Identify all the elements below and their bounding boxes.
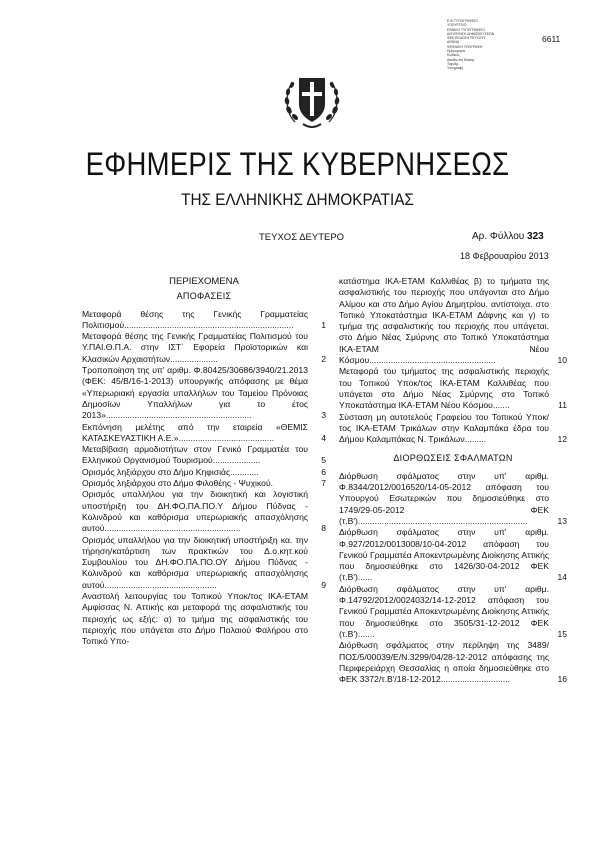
contents-entry [82,444,326,467]
entry-page-number: 10 [557,355,567,366]
gazette-title: ΕΦΗΜΕΡΙΣ ΤΗΣ ΚΥΒΕΡΝΗΣΕΩΣ [85,146,510,182]
stamp-line: ΕΘΝΙΚΟ ΤΥΠΟΓΡΑΦΕΙΟ [447,27,485,32]
entry-text: Τροποποίηση της υπ' αριθμ. Φ.80425/30686/3940/21.2013 (ΦΕΚ: 45/Β/16-1-2013) υπουργικής απόφασης με θέμα «Υπερωριακή εργασία υπαλλήλων του Ταμείου Πρόνοιας Δημοσίων Υπαλλήλων για το έτος 2013»............................................................. [82,365,308,421]
sheet-number-value: 323 [527,231,544,242]
entry-text: Εκπόνηση μελέτης από την εταιρεία «ΘΕΜΙΣ ΚΑΤΑΣΚΕΥΑΣΤΙΚΗ Α.Ε.»........................................ [82,421,308,443]
entry-page-number: 2 [321,353,326,364]
stamp-line: Διεύθυνση Ηλεκτρ. [447,57,476,62]
contents-entry [82,309,326,332]
stamp-line: Ταχυδρ. [447,61,460,66]
entry-text: κατάστημα ΙΚΑ-ΕΤΑΜ Καλλιθέας β) το τμήματα της ασφαλιστικής του περιοχής που υπάγονται στο Δήμο Αλίμου και στο Δήμο Αγίου Δημητρίου. αντίστοιχα. στο Τοπικό Υποκατάστημα ΙΚΑ-ΕΤΑΜ Δάφνης και γ) το τμήμα της ασφαλιστικής του περιοχής που υπάγεται. στο Δήμο Νέας Σμύρνης στο Τοπικό Υποκατάστημα ΙΚΑ-ΕΤΑΜ Νέου Κόσμου..................................................... [339,276,549,366]
contents-entry [82,478,326,489]
entry-text: Μεταβίβαση αρμοδιοτήτων στον Γενικό Γραμματέα του Ελληνικού Οργανισμού Τουρισμού.................... [82,444,308,466]
entry-page-number: 9 [321,579,326,590]
issue-date: 18 Φεβρουαρίου 2013 [460,251,549,261]
entry-text: Διόρθωση σφάλματος στην υπ' αριθμ. Φ.14792/2012/0024032/14-12-2012 απόφαση του Γενικού Γραμματέα Αποκεντρωμένης Διοίκησης Αττικής που δημοσιεύθηκε στο 3505/31-12-2012 ΦΕΚ (τ.Β')....... [339,583,549,639]
entry-page-number: 13 [557,515,567,526]
entry-page-number: 14 [557,572,567,583]
entry-text: Μεταφορά θέσης της Γενικής Γραμματείας Πολιτισμού....................................................................... [82,308,308,330]
stamp-line: Κωδικός [447,53,460,58]
entry-text: Σύσταση μη αυτοτελούς Γραφείου του Τοπικού Υποκ/τος ΙΚΑ-ΕΤΑΜ Τρικάλων στην Καλαμπάκα έδρα του Δήμου Καλαμπάκας Ν. Τρικάλων......... [339,411,549,445]
entry-text: Μεταφορά του τμήματος της ασφαλιστικής περιοχής του Τοπικού Υποκ/τος ΙΚΑ-ΕΤΑΜ Καλλιθέας που υπάγεται στο Δήμο Νέας Σμύρνης στο Τοπικό Υποκατάστημα ΙΚΑ-ΕΤΑΜ Νέου Κόσμου....... [339,366,549,411]
contents-entry [339,527,567,583]
contents-entry [82,591,326,647]
sheet-label: Αρ. Φύλλου [472,231,525,242]
sheet-number [472,231,544,242]
stamp-line: ΑΘΗΝΑ [447,40,459,45]
contents-entry [82,422,326,445]
entry-text: Ορισμός ληξιάρχου στο Δήμο Φιλοθέης - Ψυχικού. [82,478,274,489]
stamp-line: ΨΗΦΙΑΚΗ ΥΠΟΓΡΑΦΗ [447,44,483,49]
contents-entry [82,467,326,478]
entry-page-number: 11 [558,400,567,411]
decisions-heading: ΑΠΟΦΑΣΕΙΣ [176,291,232,302]
entry-page-number: 8 [321,523,326,534]
contents-entry [339,412,567,446]
corrections-heading: ΔΙΟΡΘΩΣΕΙΣ ΣΦΑΛΜΑΤΩΝ [393,453,513,464]
entry-page-number: 16 [557,674,567,685]
entry-text: Διόρθωση σφάλματος στην υπ' αριθμ. Φ.927/2012/0013008/10-04-2012 απόφαση του Γενικού Γραμματέα Αποκεντρωμένης Διοίκησης Αττικής που δημοσιεύθηκε στο 1426/30-04-2012 ΦΕΚ (τ.Β')...... [339,527,549,583]
contents-entry [339,640,567,685]
entry-text: Ορισμός ληξιάρχου στο Δήμο Κηφισιάς............ [82,466,259,477]
stamp-line: Ημερομηνία [447,49,465,54]
page-number: 6611 [542,34,561,44]
entry-text: Ορισμός υπαλλήλου για την διοικητική και λογιστική υποστήριξη του ΔΗ.ΦΟ.ΠΑ.ΠΟ.Υ Δήμου Πύδνας - Κολινδρού και καθόρισμα υπερωριακής απασχόλησης αυτού......................................................... [82,489,308,534]
digital-signature-stamp [447,19,507,71]
corrections-list [339,471,567,686]
entry-page-number: 12 [557,434,567,445]
issue-type: ΤΕΥΧΟΣ ΔΕΥΤΕΡΟ [259,232,345,243]
entry-text: Διόρθωση σφάλματος στην υπ' αριθμ. Φ.8344/2012/0016520/14-05-2012 απόφαση του Υπουργού Εσωτερικών που δημοσιεύθηκε στο 1749/29-05-2012 ΦΕΚ (τ.Β')....................................................................... [339,470,549,526]
entry-page-number: 3 [321,410,326,421]
stamp-line: ΥΠΟΥΡΓΕΙΟ [447,23,467,28]
stamp-line: ΦΕΚ ΕΚΔΟΣΗ ΤΕΥΧΟΥΣ [447,36,486,41]
entry-text: Διόρθωση σφάλματος στην περίληψη της 3489/ΠΟΣ/5/00039/Ε/Ν.3299/04/28-12-2012 απόφασης της Περιφερειάρχη Θεσσαλίας η οποία δημοσιεύθηκε στο ΦΕΚ 3372/τ.Β'/18-12-2012............................. [339,640,549,685]
decisions-continued-list [339,276,567,445]
contents-entry [82,365,326,421]
contents-left-column [82,276,326,648]
entry-page-number: 7 [321,478,326,489]
entry-page-number: 6 [321,466,326,477]
contents-entry [339,584,567,640]
entry-page-number: 1 [321,319,326,330]
stamp-line: Υπογραφή [447,66,464,71]
contents-entry [339,471,567,527]
contents-entry [82,489,326,534]
stamp-line: Ε.Φ.ΤΥΠΟΓΡΑΦΕΙΟ [447,19,478,23]
contents-entry [339,276,567,366]
contents-entry [339,366,567,411]
contents-heading: ΠΕΡΙΕΧΟΜΕΝΑ [169,276,239,287]
stamp-line: ΔΙΕΥΘΥΝΣΗ ΔΗΜΟΣΙΕΥΣΕΩΝ [447,31,495,36]
decisions-list [82,309,326,648]
contents-entry [82,535,326,591]
entry-page-number: 5 [321,455,326,466]
entry-text: Αναστολή λειτουργίας του Τοπικού Υποκ/τος ΙΚΑ-ΕΤΑΜ Αμφίσσας Ν. Αττικής και μεταφορά της ασφαλιστικής του περιοχής ως εξής: α) το τμήμα της ασφαλιστικής του περιοχής που υπάγεται στο Δήμο Παλαιού Φαλήρου στο Τοπικό Υπο- [82,591,308,647]
contents-entry [82,331,326,365]
gazette-subtitle: ΤΗΣ ΕΛΛΗΝΙΚΗΣ ΔΗΜΟΚΡΑΤΙΑΣ [181,190,414,209]
entry-text: Ορισμός υπαλλήλου για την διοικητική υποστήριξη κα. την τήρηση/κατάρτιση των πρακτικών του Δ.ο.κητ.κού Συμβουλίου του ΔΗ.ΦΟ.ΠΑ.ΠΟ.ΟΥ Δήμου Πύδνας - Κολινδρού και καθόρισμα υπερωριακής απασχόλησης αυτού............................................... [82,534,308,590]
entry-text: Μεταφορά θέσης της Γενικής Γραμματείας Πολιτισμού του Υ.ΠΑΙ.Θ.Π.Α. στην ΙΣΤ΄ Εφορεία Προϊστορικών και Κλασικών Αρχαιοτήτων.................... [82,331,308,364]
coat-of-arms-emblem [283,64,341,134]
contents-right-column [339,276,567,685]
entry-page-number: 15 [557,628,567,639]
entry-page-number: 4 [321,432,326,443]
